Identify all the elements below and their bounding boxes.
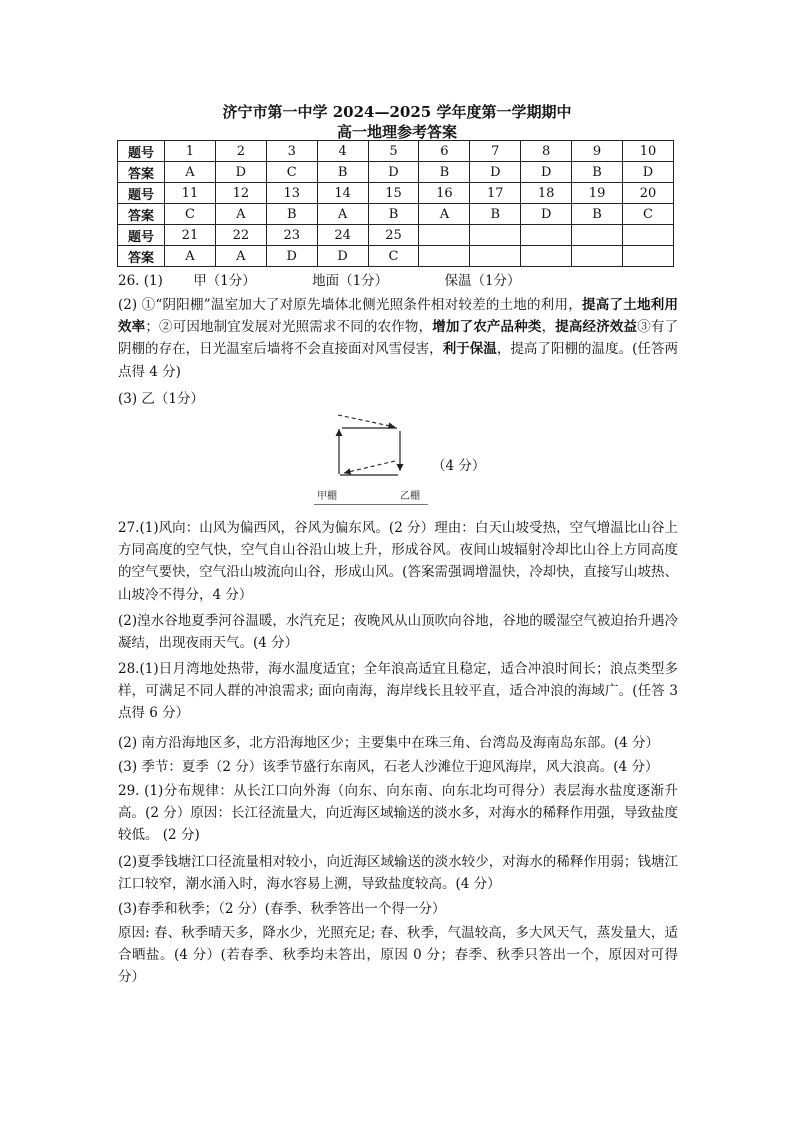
q26-part2-text: ；②可因地制宜发展对光照需求不同的农作物， <box>145 319 433 336</box>
table-cell: 2 <box>215 141 266 162</box>
table-cell: 7 <box>470 141 521 162</box>
table-cell: 11 <box>165 183 216 204</box>
row-header: 题号 <box>118 141 165 162</box>
row-header: 答案 <box>118 204 165 225</box>
table-cell: D <box>521 162 572 183</box>
table-cell <box>623 225 674 246</box>
table-row <box>118 225 674 246</box>
q26-answer-2: 地面（1分） <box>312 273 389 289</box>
q29-part3-header: (3)春季和秋季；（2 分）(春季、秋季答出一个得一分） <box>118 901 446 917</box>
table-cell: D <box>521 204 572 225</box>
q26-part2-text: (2) ①“阴阳棚”温室加大了对原先墙体北侧光照条件相对较差的土地的利用， <box>118 297 583 313</box>
page-title: 济宁市第一中学 2024—2025 学年度第一学期期中 <box>222 103 572 121</box>
table-cell: C <box>266 162 317 183</box>
table-cell: 6 <box>419 141 470 162</box>
table-cell: 15 <box>368 183 419 204</box>
row-header: 题号 <box>118 225 165 246</box>
table-cell: A <box>419 204 470 225</box>
q26-part2 <box>118 294 678 383</box>
page-subtitle: 高一地理参考答案 <box>336 123 457 141</box>
table-cell: B <box>266 204 317 225</box>
table-cell <box>623 246 674 267</box>
table-cell: B <box>317 162 368 183</box>
table-cell: 22 <box>215 225 266 246</box>
q29-part2: (2)夏季钱塘江口径流量相对较小，向近海区域输送的淡水较少，对海水的稀释作用弱；钱塘江江口较窄，潮水涌入时，海水容易上溯，导致盐度较高。(4 分） <box>118 854 678 893</box>
row-header: 答案 <box>118 246 165 267</box>
table-cell: 8 <box>521 141 572 162</box>
table-row <box>118 183 674 204</box>
table-cell: D <box>368 162 419 183</box>
q26-part2-text: ， <box>541 319 556 336</box>
diagram-right-label: 乙棚 <box>400 491 420 502</box>
q27-part1: 27.(1)风向：山风为偏西风，谷风为偏东风。(2 分）理由：白天山坡受热，空气增温比山谷上方同高度的空气快，空气自山谷沿山坡上升，形成谷风。夜间山坡辐射冷却比山谷上方同高度的空气要快，空气沿山坡流向山谷，形成山风。(答案需强调增温快，冷却快，直接写山坡热、山坡冷不得分，4 分） <box>118 520 678 603</box>
table-cell: B <box>419 162 470 183</box>
table-cell: 19 <box>572 183 623 204</box>
q26-answer-1: 甲（1分） <box>193 273 256 289</box>
table-cell: A <box>215 246 266 267</box>
q26-part2-text: ③有了阴棚的存在，日光温室后墙将不会直接面对风雪侵害， <box>118 319 679 358</box>
table-cell: 21 <box>165 225 216 246</box>
q26-answer-3: 保温（1分） <box>444 273 521 289</box>
q26-part2-key: 增加了农产品种类 <box>432 319 542 336</box>
answer-table <box>117 140 674 267</box>
table-cell: 23 <box>266 225 317 246</box>
table-row <box>118 162 674 183</box>
q26-part2-key: 提高了土地利用效率 <box>118 297 678 336</box>
top-dashed-arrow <box>338 415 395 427</box>
table-cell: D <box>470 162 521 183</box>
table-cell: 10 <box>623 141 674 162</box>
table-cell: 12 <box>215 183 266 204</box>
table-row <box>118 204 674 225</box>
q29-part3-reason: 原因: 春、秋季晴天多，降水少，光照充足; 春、秋季，气温较高，多大风天气，蒸发量大，适合晒盐。(4 分）(若春季、秋季均未答出，原因 0 分；春季、秋季只答出一个，原因对可得分） <box>118 925 678 986</box>
diagram-left-label: 甲棚 <box>317 491 337 502</box>
table-cell: 24 <box>317 225 368 246</box>
table-cell: 17 <box>470 183 521 204</box>
bottom-dashed-arrow <box>344 461 395 473</box>
q26-part2-key: 提高经济效益 <box>555 319 638 336</box>
table-cell: C <box>368 246 419 267</box>
table-cell: 13 <box>266 183 317 204</box>
table-cell: B <box>470 204 521 225</box>
table-cell: 4 <box>317 141 368 162</box>
table-cell: 16 <box>419 183 470 204</box>
table-cell <box>419 225 470 246</box>
table-cell <box>521 246 572 267</box>
table-cell: B <box>572 204 623 225</box>
q26-part1 <box>118 270 521 292</box>
q28-part3: (3) 季节：夏季（2 分）该季节盛行东南风，石老人沙滩位于迎风海岸，风大浪高。(4 分） <box>118 759 659 775</box>
table-cell: 5 <box>368 141 419 162</box>
table-cell: 20 <box>623 183 674 204</box>
q26-part2-key: 利于保温 <box>442 341 497 358</box>
table-cell: 18 <box>521 183 572 204</box>
table-cell: A <box>165 162 216 183</box>
q27-part2: (2)湟水谷地夏季河谷温暖，水汽充足；夜晚风从山顶吹向谷地，谷地的暖湿空气被迫抬升遇冷凝结，出现夜雨天气。(4 分） <box>118 613 678 652</box>
table-cell: A <box>215 204 266 225</box>
table-cell <box>572 225 623 246</box>
table-cell <box>470 225 521 246</box>
table-cell: D <box>623 162 674 183</box>
table-cell: D <box>266 246 317 267</box>
q26-part3: (3) 乙（1分） <box>118 391 205 407</box>
diagram-score: （4 分） <box>432 458 486 474</box>
table-cell: D <box>317 246 368 267</box>
row-header: 答案 <box>118 162 165 183</box>
table-cell: 1 <box>165 141 216 162</box>
table-cell <box>470 246 521 267</box>
q26-part2-text: ，提高了阳棚的温度。(任答两点得 4 分) <box>118 341 678 380</box>
table-cell: 25 <box>368 225 419 246</box>
table-row <box>118 141 674 162</box>
table-cell: C <box>623 204 674 225</box>
table-cell: D <box>215 162 266 183</box>
table-cell <box>521 225 572 246</box>
table-cell: 14 <box>317 183 368 204</box>
q28-part2: (2) 南方沿海地区多，北方沿海地区少；主要集中在珠三角、台湾岛及海南岛东部。(4 分） <box>118 735 660 751</box>
circulation-diagram <box>300 405 440 505</box>
q29-part1: 29. (1)分布规律：从长江口向外海（向东、向东南、向东北均可得分）表层海水盐度逐渐升高。(2 分）原因：长江径流量大，向近海区域输送的淡水多，对海水的稀释作用强，导致盐度较低。 (2 分) <box>118 783 678 844</box>
table-cell: 3 <box>266 141 317 162</box>
table-cell: B <box>572 162 623 183</box>
table-cell: A <box>165 246 216 267</box>
table-row <box>118 246 674 267</box>
row-header: 题号 <box>118 183 165 204</box>
table-cell <box>572 246 623 267</box>
q26-label: 26. (1) <box>118 273 163 289</box>
table-cell: C <box>165 204 216 225</box>
table-cell: B <box>368 204 419 225</box>
table-cell: 9 <box>572 141 623 162</box>
q28-part1: 28.(1)日月湾地处热带，海水温度适宜；全年浪高适宜且稳定，适合冲浪时间长；浪点类型多样，可满足不同人群的冲浪需求; 面向南海，海岸线长且较平直，适合冲浪的海域广。(任答 3 点得 6 分） <box>118 661 678 722</box>
table-cell <box>419 246 470 267</box>
table-cell: A <box>317 204 368 225</box>
